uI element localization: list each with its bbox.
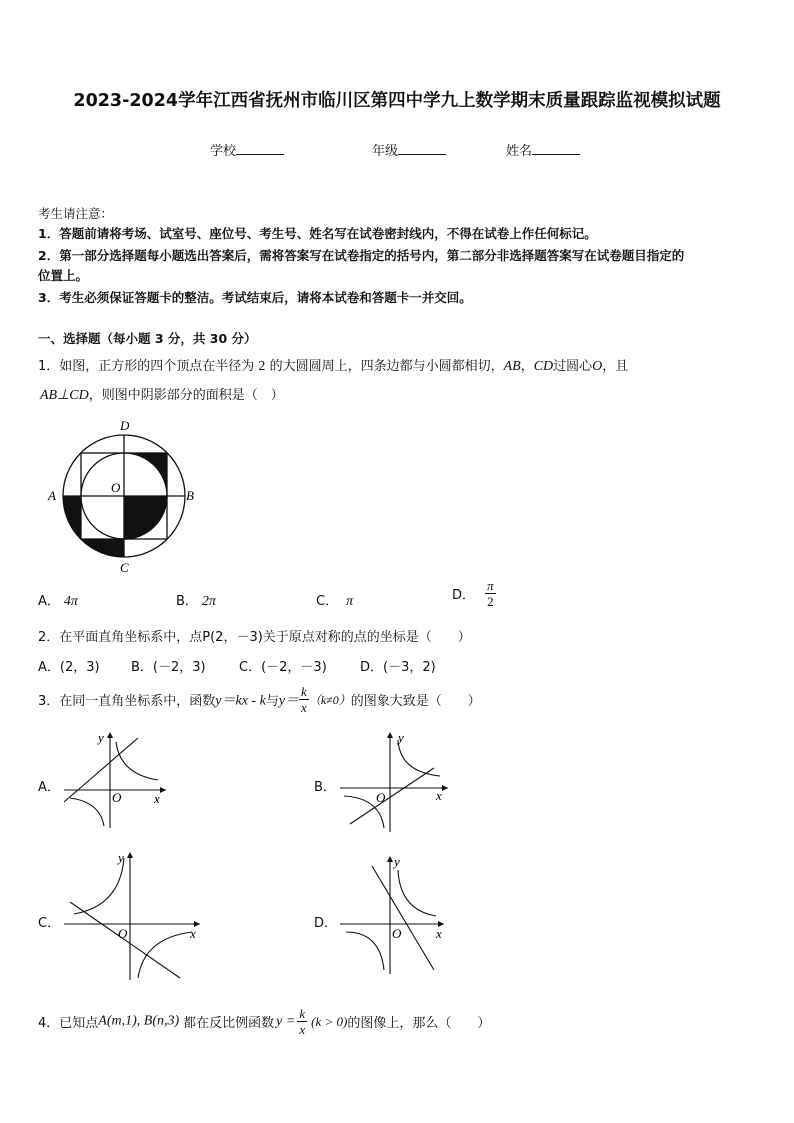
grade-blank[interactable] xyxy=(398,142,446,155)
school-blank[interactable] xyxy=(236,142,284,155)
hyperbola-branch-1 xyxy=(398,740,440,776)
q3-graph-a[interactable] xyxy=(60,728,170,830)
label-o: O xyxy=(111,480,121,495)
svg-text:y: y xyxy=(398,730,404,745)
q3-graph-d[interactable] xyxy=(336,852,448,976)
q3-graph-c[interactable] xyxy=(60,848,204,982)
grade-field[interactable] xyxy=(372,140,446,159)
q1-option-b[interactable]: B． 2π xyxy=(176,594,216,609)
name-label: 姓名 xyxy=(506,144,533,159)
q3-option-a-label[interactable]: A． xyxy=(38,780,60,795)
label-d: D xyxy=(120,418,130,433)
hyperbola-branch-2 xyxy=(70,798,104,826)
school-field[interactable] xyxy=(210,140,284,159)
notice-item-1: 1．答题前请将考场、试室号、座位号、考生号、姓名写在试卷密封线内，不得在试卷上作任何标记。 xyxy=(38,226,597,241)
q3-option-d-label[interactable]: D． xyxy=(314,916,338,931)
q2-option-d[interactable]: D．(－3，2) xyxy=(360,660,436,675)
q1-figure xyxy=(40,412,210,580)
hyperbola-branch-2 xyxy=(346,932,384,970)
hyperbola-branch-1 xyxy=(398,870,436,916)
notice-item-2: 2．第一部分选择题每小题选出答案后，需将答案写在试卷指定的括号内，第二部分非选择题答案写在试卷题目指定的 xyxy=(38,248,685,263)
x-arrow-icon xyxy=(442,785,448,791)
grade-label: 年级 xyxy=(372,144,399,159)
q1-stem-line1: 1．如图，正方形的四个顶点在半径为 2 的大圆圆周上，四条边都与小圆都相切，AB，CD过圆心O，且 xyxy=(38,359,629,374)
y-arrow-icon xyxy=(107,732,113,738)
q2-option-c[interactable]: C．(－2，－3) xyxy=(239,660,327,675)
q1-option-a[interactable]: A． 4π xyxy=(38,594,78,609)
page-title: 2023-2024学年江西省抚州市临川区第四中学九上数学期末质量跟踪监视模拟试题 xyxy=(73,91,721,111)
q1-option-d[interactable]: D． $\frac{\pi}{2}$ xyxy=(452,578,494,609)
hyperbola-branch-1 xyxy=(74,858,124,914)
q1-option-c[interactable]: C． π xyxy=(316,594,354,609)
q3-stem: 3．在同一直角坐标系中，函数y＝kx - k与y＝ $\frac{k}{x}$ （k≠0）的图象大致是（ ） xyxy=(38,684,481,715)
line-graph xyxy=(372,866,434,970)
line-graph xyxy=(64,738,138,802)
school-label: 学校 xyxy=(210,144,237,159)
svg-text:O: O xyxy=(112,790,122,805)
svg-text:x: x xyxy=(436,926,442,941)
hyperbola-branch-1 xyxy=(116,742,158,780)
line-graph xyxy=(350,768,434,824)
svg-text:y: y xyxy=(394,854,400,869)
q3-option-b-label[interactable]: B． xyxy=(314,780,336,795)
y-arrow-icon xyxy=(127,852,133,858)
notice-item-3: 3．考生必须保证答题卡的整洁。考试结束后，请将本试卷和答题卡一并交回。 xyxy=(38,290,472,305)
name-field[interactable] xyxy=(506,140,580,159)
section-heading: 一、选择题（每小题 3 分，共 30 分） xyxy=(38,331,257,346)
svg-text:x: x xyxy=(154,791,160,806)
notice-item-2-cont: 位置上。 xyxy=(38,268,89,283)
svg-text:y: y xyxy=(98,730,104,745)
q2-option-b[interactable]: B．(－2，3) xyxy=(131,660,206,675)
label-b: B xyxy=(186,488,194,503)
svg-text:O: O xyxy=(376,790,386,805)
notice-heading: 考生请注意： xyxy=(38,206,114,221)
svg-text:x: x xyxy=(436,788,442,803)
q3-graph-b[interactable] xyxy=(336,728,452,834)
svg-text:O: O xyxy=(118,926,128,941)
q3-option-c-label[interactable]: C． xyxy=(38,916,61,931)
label-a: A xyxy=(48,488,56,503)
q2-stem: 2．在平面直角坐标系中，点P(2，－3)关于原点对称的点的坐标是（ ） xyxy=(38,630,471,645)
y-arrow-icon xyxy=(387,856,393,862)
name-blank[interactable] xyxy=(532,142,580,155)
svg-text:y: y xyxy=(118,850,124,865)
y-arrow-icon xyxy=(387,732,393,738)
q4-stem: 4．已知点A(m,1), B(n,3) 都在反比例函数 y = $\frac{k}{x}$ (k > 0)的图像上，那么（ ） xyxy=(38,1006,491,1037)
hyperbola-branch-2 xyxy=(138,932,192,978)
svg-text:x: x xyxy=(190,926,196,941)
q1-stem-line2: AB⊥CD，则图中阴影部分的面积是（ ） xyxy=(40,388,284,403)
svg-text:O: O xyxy=(392,926,402,941)
x-arrow-icon xyxy=(160,787,166,793)
label-c: C xyxy=(120,560,129,575)
q2-option-a[interactable]: A．(2，3) xyxy=(38,660,100,675)
